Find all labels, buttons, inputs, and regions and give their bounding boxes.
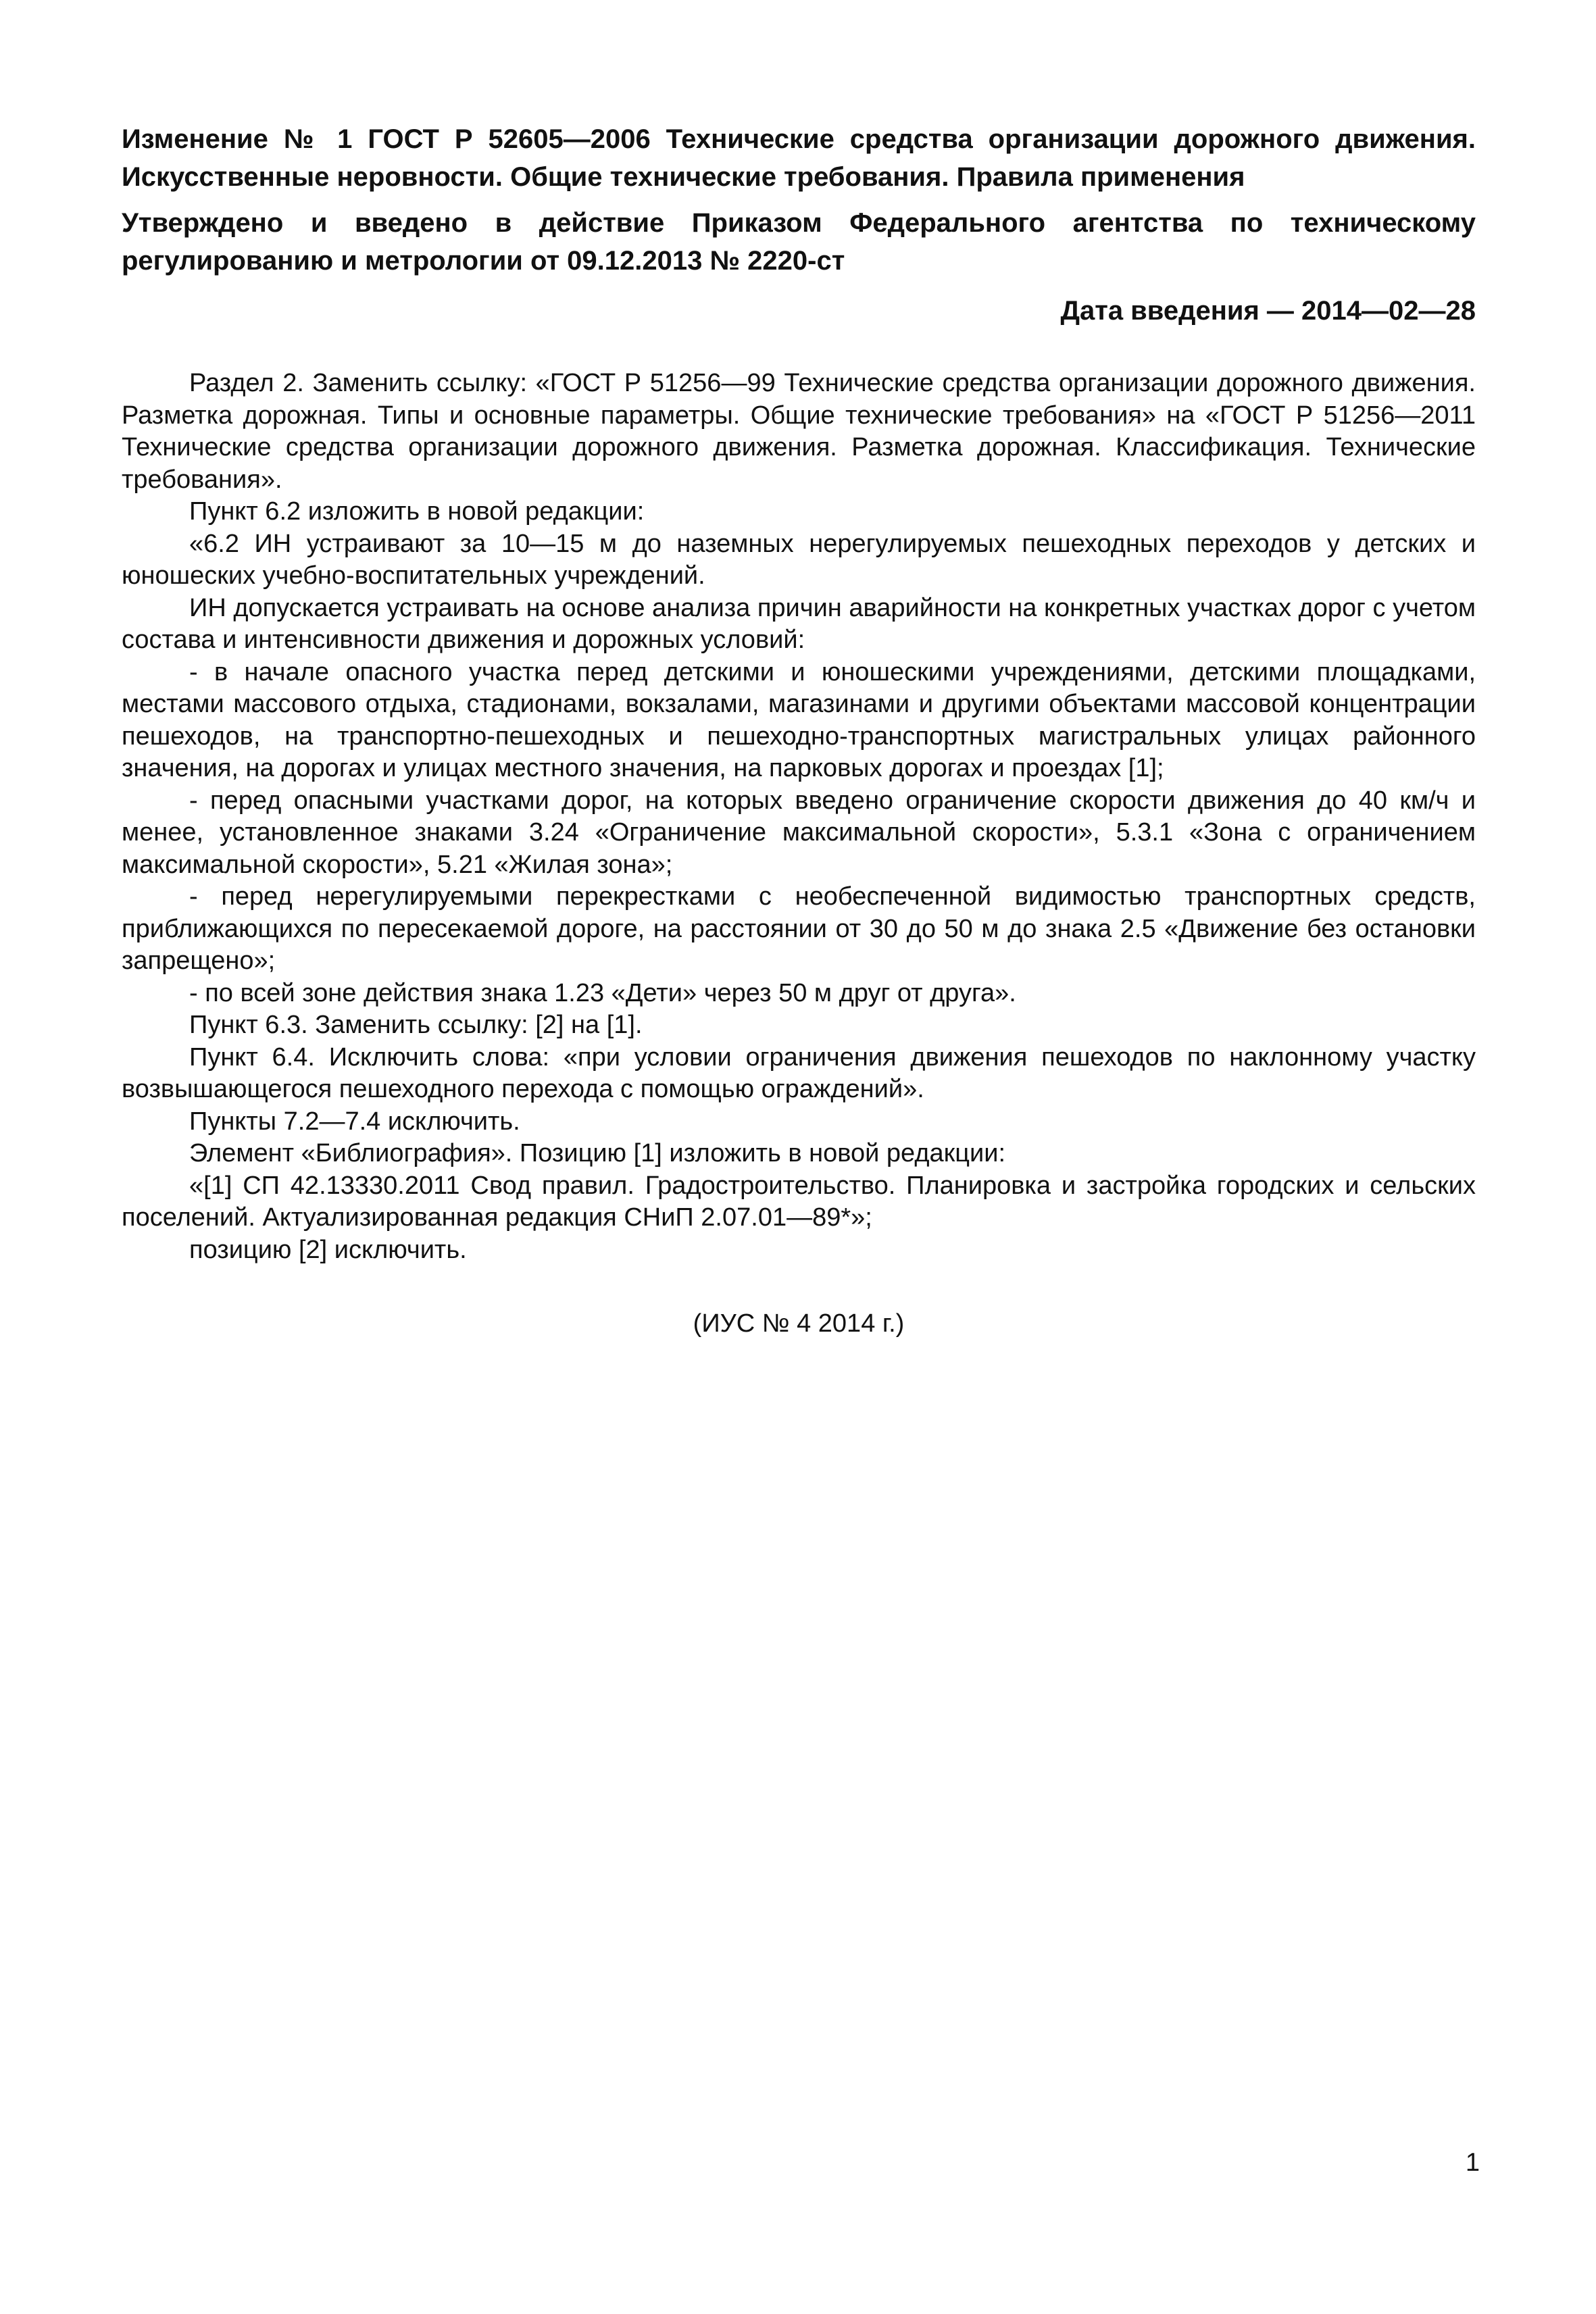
- paragraph-item-6-4: Пункт 6.4. Исключить слова: «при условии ограничения движения пешеходов по наклонному участку возвышающегося пешеходного перехода с помощью ограждений».: [122, 1042, 1476, 1103]
- page-number: 1: [1465, 2148, 1480, 2177]
- paragraph-item-6-3: Пункт 6.3. Заменить ссылку: [2] на [1].: [189, 1011, 643, 1039]
- paragraph-item-6-2-text: «6.2 ИН устраивают за 10—15 м до наземных нерегулируемых пешеходных переходов у детских и юношеских учебно-воспитательных учреждений.: [122, 529, 1476, 590]
- paragraph-items-7-2-7-4: Пункты 7.2—7.4 исключить.: [189, 1107, 520, 1136]
- paragraph-bibliography: Элемент «Библиография». Позицию [1] изложить в новой редакции:: [189, 1139, 1006, 1167]
- list-item-intersections: - перед нерегулируемыми перекрестками с необеспеченной видимостью транспортных средств, приближающихся по пересекаемой дороге, на расстоянии от 30 до 50 м до знака 2.5 «Движение без остановки запрещено»;: [122, 882, 1476, 975]
- document-title: Изменение № 1 ГОСТ Р 52605—2006 Технические средства организации дорожного движения. Искусственные неровности. Общие технические требования. Правила применения: [122, 124, 1476, 192]
- paragraph-bibliography-item-1: «[1] СП 42.13330.2011 Свод правил. Градостроительство. Планировка и застройка городских и сельских поселений. Актуализированная редакция СНиП 2.07.01—89*»;: [122, 1171, 1476, 1232]
- ius-reference: (ИУС № 4 2014 г.): [693, 1309, 905, 1338]
- list-item-children-zone: - по всей зоне действия знака 1.23 «Дети» через 50 м друг от друга».: [189, 978, 1016, 1007]
- effective-date: Дата введения — 2014—02—28: [1060, 296, 1476, 326]
- paragraph-section-2: Раздел 2. Заменить ссылку: «ГОСТ Р 51256—99 Технические средства организации дорожного движения. Разметка дорожная. Типы и основные параметры. Общие технические требования» на «ГОСТ Р 51256—2011 Технические средства организации дорожного движения. Разметка дорожная. Классификация. Технические требования».: [122, 369, 1476, 494]
- amendment-body: [122, 368, 1476, 1266]
- list-item-speed-limit: - перед опасными участками дорог, на которых введено ограничение скорости движения до 40 км/ч и менее, установленное знаками 3.24 «Ограничение максимальной скорости», 5.3.1 «Зона с ограничением максимальной скорости», 5.21 «Жилая зона»;: [122, 786, 1476, 879]
- paragraph-installation-conditions: ИН допускается устраивать на основе анализа причин аварийности на конкретных участках дорог с учетом состава и интенсивности движения и дорожных условий:: [122, 593, 1476, 654]
- list-item-dangerous-section: - в начале опасного участка перед детскими и юношескими учреждениями, детскими площадками, местами массового отдыха, стадионами, вокзалами, магазинами и другими объектами массовой концентрации пешеходов, на транспортно-пешеходных и пешеходно-транспортных магистральных улицах районного значения, на дорогах и улицах местного значения, на парковых дорогах и проездах [1];: [122, 657, 1476, 782]
- document-content: [122, 120, 1476, 1340]
- paragraph-bibliography-item-2: позицию [2] исключить.: [189, 1235, 467, 1264]
- approval-statement: Утверждено и введено в действие Приказом Федерального агентства по техническому регулированию и метрологии от 09.12.2013 № 2220-ст: [122, 208, 1476, 276]
- paragraph-item-6-2-intro: Пункт 6.2 изложить в новой редакции:: [189, 497, 645, 526]
